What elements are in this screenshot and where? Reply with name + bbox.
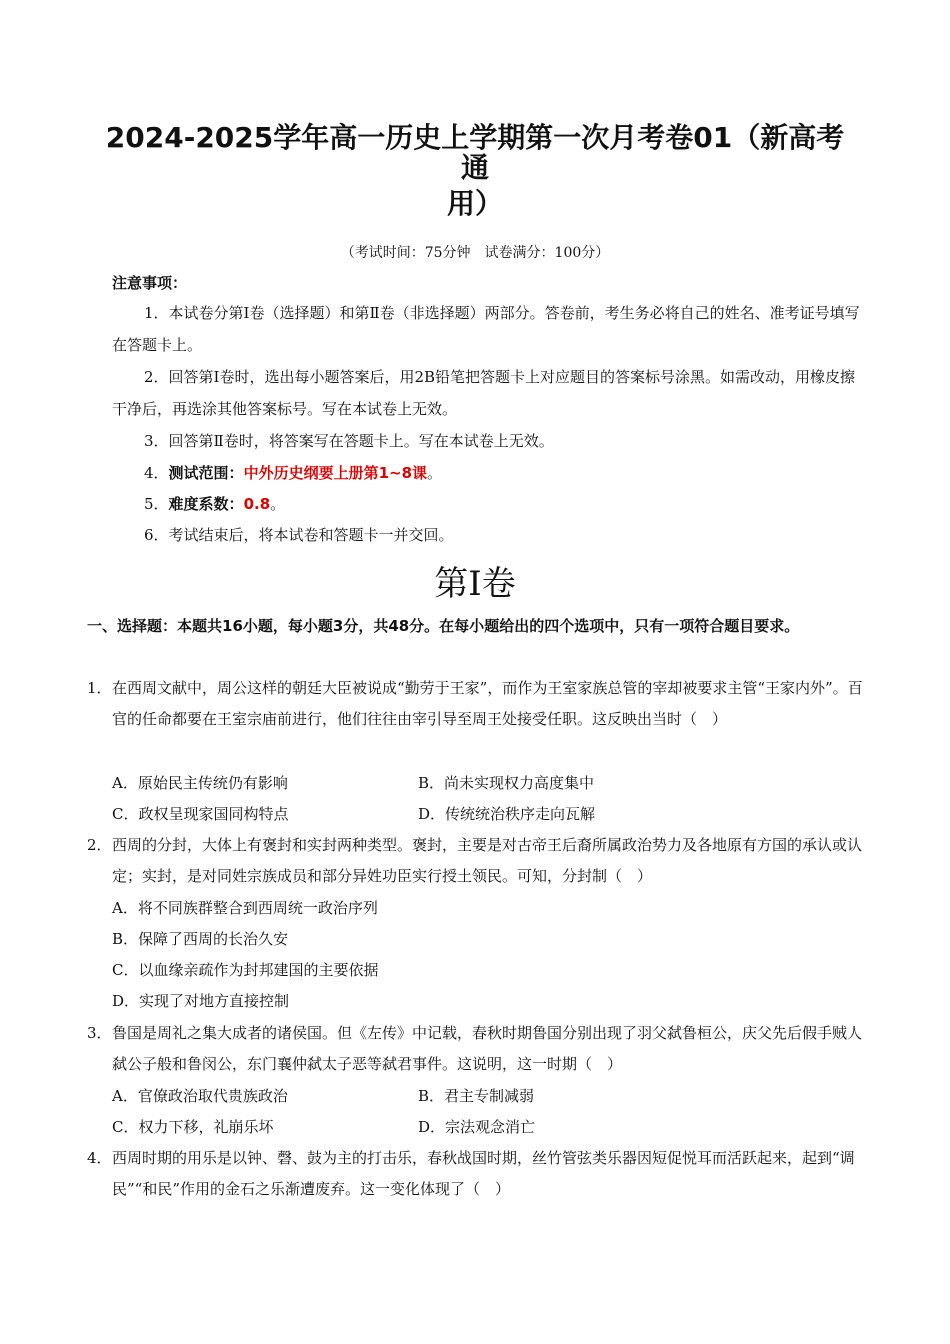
q3-option-d: D．宗法观念消亡 <box>418 1118 536 1136</box>
note-5-value: 0.8 <box>243 495 271 513</box>
question-stem: 鲁国是周礼之集大成者的诸侯国。但《左传》中记载，春秋时期鲁国分别出现了羽父弑鲁桓公，庆父先后假手贼人弑公子般和鲁闵公，东门襄仲弑太子恶等弑君事件。这说明，这一时期（ ） <box>112 1024 863 1073</box>
note-4-prefix: 4． <box>144 464 169 482</box>
question-stem: 西周时期的用乐是以钟、磬、鼓为主的打击乐，春秋战国时期，丝竹管弦类乐器因短促悦耳而活跃起来，起到“调民”“和民”作用的金石之乐渐遭废弃。这一变化体现了（ ） <box>112 1149 855 1198</box>
question-number: 3． <box>87 1024 112 1042</box>
q1-option-b: B．尚未实现权力高度集中 <box>418 774 595 792</box>
q3-option-b: B．君主专制减弱 <box>418 1087 535 1105</box>
note-4 <box>112 457 870 489</box>
note-4-value: 中外历史纲要上册第1~8课 <box>243 464 428 482</box>
note-3: 3．回答第Ⅱ卷时，将答案写在答题卡上。写在本试卷上无效。 <box>144 432 554 450</box>
question-stem: 西周的分封，大体上有褒封和实封两种类型。褒封，主要是对古帝王后裔所属政治势力及各地原有方国的承认或认定；实封，是对同姓宗族成员和部分异姓功臣实行授土领民。可知，分封制（ ） <box>112 836 863 885</box>
note-5-end: 。 <box>270 495 286 513</box>
page-title-line1: 2024-2025学年高一历史上学期第一次月考卷01（新高考通 <box>105 121 845 184</box>
q1-option-c: C．政权呈现家国同构特点 <box>112 805 289 823</box>
question-2 <box>87 830 870 892</box>
q2-option-c: C．以血缘亲疏作为封邦建国的主要依据 <box>112 961 379 979</box>
volume-title: 第Ⅰ卷 <box>434 564 516 604</box>
question-3 <box>87 1018 870 1080</box>
question-1 <box>87 673 870 735</box>
question-number: 1． <box>87 679 112 697</box>
q3-option-a: A．官僚政治取代贵族政治 <box>112 1087 288 1105</box>
section-heading: 一、选择题：本题共16小题，每小题3分，共48分。在每小题给出的四个选项中，只有一项符合题目要求。 <box>87 617 800 635</box>
note-4-label: 测试范围： <box>168 464 244 482</box>
note-5 <box>112 488 870 520</box>
note-5-prefix: 5． <box>144 495 169 513</box>
note-2: 2．回答第Ⅰ卷时，选出每小题答案后，用2B铅笔把答题卡上对应题目的答案标号涂黑。如需改动，用橡皮擦干净后，再选涂其他答案标号。写在本试卷上无效。 <box>112 368 856 418</box>
notes-heading: 注意事项： <box>112 274 188 292</box>
q2-option-b: B．保障了西周的长治久安 <box>112 930 289 948</box>
note-5-label: 难度系数： <box>168 495 244 513</box>
question-number: 2． <box>87 836 112 854</box>
question-4 <box>87 1143 870 1205</box>
q2-option-a: A．将不同族群整合到西周统一政治序列 <box>112 899 378 917</box>
page-title-line2: 用） <box>446 187 503 220</box>
q2-option-d: D．实现了对地方直接控制 <box>112 992 290 1010</box>
q1-option-d: D．传统统治秩序走向瓦解 <box>418 805 596 823</box>
q3-option-c: C．权力下移，礼崩乐坏 <box>112 1118 274 1136</box>
question-stem: 在西周文献中，周公这样的朝廷大臣被说成“勤劳于王家”，而作为王室家族总管的宰却被要求主管“王家内外”。百官的任命都要在王室宗庙前进行，他们往往由宰引导至周王处接受任职。这反映出当时（ ） <box>112 679 863 728</box>
question-number: 4． <box>87 1149 112 1167</box>
note-6: 6．考试结束后，将本试卷和答题卡一并交回。 <box>144 526 454 544</box>
q1-option-a: A．原始民主传统仍有影响 <box>112 774 288 792</box>
exam-info: （考试时间：75分钟 试卷满分：100分） <box>340 245 610 261</box>
note-4-end: 。 <box>427 464 443 482</box>
note-1: 1．本试卷分第Ⅰ卷（选择题）和第Ⅱ卷（非选择题）两部分。答卷前，考生务必将自己的姓名、准考证号填写在答题卡上。 <box>112 304 860 354</box>
